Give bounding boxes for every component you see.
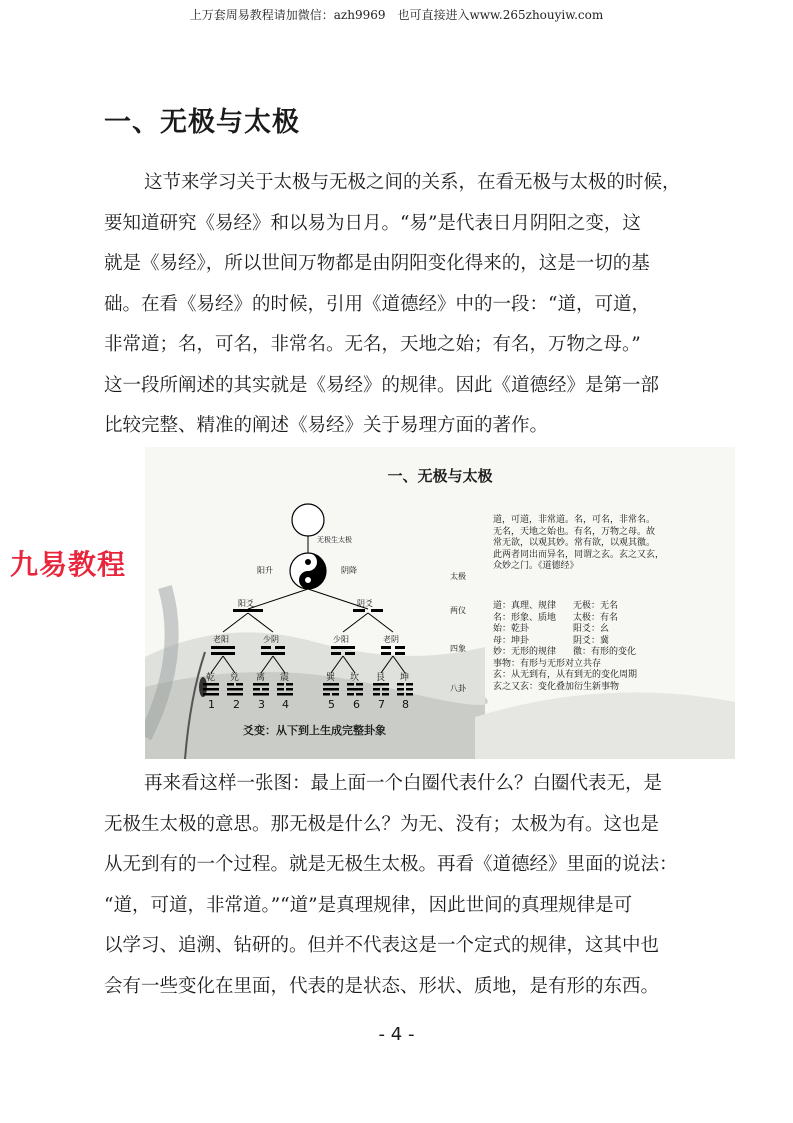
definition-row xyxy=(493,670,637,682)
trigram-number: 8 xyxy=(402,698,409,711)
definition-term: 妙：无形的规律 xyxy=(493,647,557,657)
trigram-number: 5 xyxy=(328,698,335,711)
quote-line: 道，可道，非常道。名，可名，非常名。 xyxy=(493,515,656,525)
paragraph-2-line: 无极生太极的意思。那无极是什么？为无、没有；太极为有。这也是 xyxy=(104,813,660,835)
quote-line: 常无欲，以观其妙。常有欲，以观其徼。 xyxy=(493,538,656,548)
yang-yao-label: 阳爻 xyxy=(238,599,254,608)
trigram-name: 坤 xyxy=(400,673,410,683)
definition-term: 玄：从无到有，从有到无的变化周期 xyxy=(493,670,638,680)
definition-term: 事物：有形与无形对立共存 xyxy=(493,658,602,669)
paragraph-1-line: 这节来学习关于太极与无极之间的关系，在看无极与太极的时候， xyxy=(144,172,681,193)
definition-term: 母：坤卦 xyxy=(493,635,530,646)
definition-row xyxy=(493,647,637,659)
yin-yang-icon xyxy=(290,553,326,589)
connector-line xyxy=(248,613,273,632)
paragraph-2-line: “道，可道，非常道。”“道”是真理规律，因此世间的真理规律是可 xyxy=(104,894,633,916)
trigram-number: 7 xyxy=(378,698,385,711)
trigram-number: 2 xyxy=(233,698,240,711)
wuji-circle xyxy=(292,504,324,536)
quote-line: 众妙之门。《道德经》 xyxy=(493,561,579,571)
taiji-diagram xyxy=(145,447,735,759)
definition-row xyxy=(493,659,637,671)
stage-label: 四象 xyxy=(450,644,466,653)
definition-row xyxy=(493,601,637,613)
definition-term: 名：形象、质地 xyxy=(493,612,557,623)
paragraph-1-line: 础。在看《易经》的时候，引用《道德经》中的一段：“道，可道， xyxy=(104,293,650,315)
definition-row xyxy=(493,682,637,694)
trigram-name: 离 xyxy=(256,673,266,683)
stage-label: 两仪 xyxy=(450,606,466,615)
paragraph-1-line: 非常道；名，可名，非常名。无名，天地之始；有名，万物之母。” xyxy=(104,334,641,355)
mountain-shape xyxy=(475,692,735,759)
paragraph-2-line: 以学习、追溯、钻研的。但并不代表这是一个定式的规律，这其中也 xyxy=(104,935,660,956)
taiji-figure xyxy=(145,447,735,759)
definition-term: 阳爻：幺 xyxy=(573,624,610,634)
connector-line xyxy=(223,613,248,632)
stage-label: 太极 xyxy=(450,572,466,581)
connector-line xyxy=(248,589,308,609)
watermark-logo: 九易教程 xyxy=(10,548,127,581)
definition-term: 玄之又玄：变化叠加衍生新事物 xyxy=(493,681,620,692)
quote-line: 此两者同出而异名，同谓之玄。玄之又玄， xyxy=(493,549,665,560)
four-image-label: 少阳 xyxy=(333,635,349,644)
paragraph-2 xyxy=(104,764,692,1007)
yin-fall-label: 阴降 xyxy=(341,566,357,575)
paragraph-1-line: 就是《易经》，所以世间万物都是由阴阳变化得来的，这是一切的基 xyxy=(104,253,650,274)
trigram-name: 巽 xyxy=(326,673,336,683)
four-image-label: 老阳 xyxy=(213,635,229,644)
trigram-name: 乾 xyxy=(206,673,216,683)
page-number: - 4 - xyxy=(378,1024,415,1045)
paragraph-2-line: 会有一些变化在里面，代表的是状态、形状、质地，是有形的东西。 xyxy=(104,975,660,997)
trigram-name: 坎 xyxy=(350,673,360,683)
yin-yao-label: 阴爻 xyxy=(357,599,373,608)
trigram-number: 4 xyxy=(282,698,289,711)
trigram-number: 6 xyxy=(353,698,360,711)
connector-line xyxy=(368,613,393,632)
definition-row xyxy=(493,613,637,625)
figure-title: 一、无极与太极 xyxy=(387,467,493,485)
definition-term: 无极：无名 xyxy=(573,601,619,611)
paragraph-1 xyxy=(104,163,692,447)
definition-term: 阴爻：冀 xyxy=(573,635,610,646)
trigram-number: 3 xyxy=(258,698,265,711)
header-notice: 上万套周易教程请加微信：azh9969 也可直接进入www.265zhouyiw.com xyxy=(189,8,604,22)
definition-term: 太极：有名 xyxy=(573,612,619,623)
definition-term: 始：乾卦 xyxy=(493,624,530,634)
definitions-list xyxy=(493,601,637,693)
yang-rise-label: 阳升 xyxy=(257,566,273,575)
stage-label: 八卦 xyxy=(450,684,466,693)
paragraph-2-line: 再来看这样一张图：最上面一个白圈代表什么？白圈代表无，是 xyxy=(144,773,663,794)
quote-line: 无名，天地之始也。有名，万物之母。故 xyxy=(493,526,656,537)
wuji-label: 无极生太极 xyxy=(317,536,352,544)
paragraph-1-line: 这一段所阐述的其实就是《易经》的规律。因此《道德经》是第一部 xyxy=(104,374,660,396)
four-image-label: 老阴 xyxy=(383,635,399,644)
paragraph-2-line: 从无到有的一个过程。就是无极生太极。再看《道德经》里面的说法： xyxy=(104,854,678,875)
definition-row xyxy=(493,636,637,648)
figure-caption: 爻变：从下到上生成完整卦象 xyxy=(243,724,386,737)
definition-term: 徼：有形的变化 xyxy=(573,647,637,657)
paragraph-1-line: 要知道研究《易经》和以易为日月。“易”是代表日月阴阳之变，这 xyxy=(104,212,641,234)
trigram-number: 1 xyxy=(208,698,215,711)
trigram-name: 艮 xyxy=(376,673,386,683)
trigram-name: 兑 xyxy=(230,673,240,683)
paragraph-1-line: 比较完整、精准的阐述《易经》关于易理方面的著作。 xyxy=(104,415,549,436)
definition-term: 道：真理、规律 xyxy=(493,601,557,611)
section-title: 一、无极与太极 xyxy=(104,107,300,138)
four-image-label: 少阴 xyxy=(263,635,279,644)
definition-row xyxy=(493,624,637,636)
trigram-name: 震 xyxy=(280,673,290,683)
daodejing-quote xyxy=(493,515,664,573)
connector-line xyxy=(343,613,368,632)
